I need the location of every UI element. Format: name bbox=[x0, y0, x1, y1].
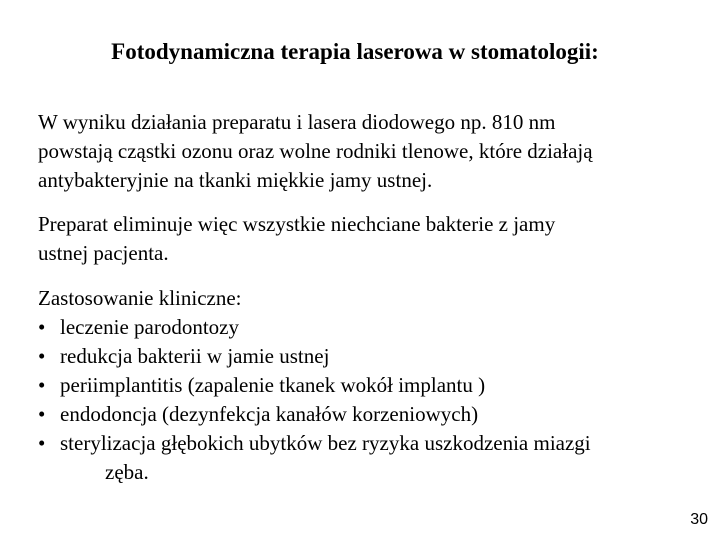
paragraph-line: ustnej pacjenta. bbox=[38, 241, 169, 265]
bullet-icon: • bbox=[38, 315, 46, 339]
clinical-applications bbox=[38, 284, 698, 487]
applications-heading: Zastosowanie kliniczne: bbox=[38, 286, 242, 310]
list-item bbox=[38, 429, 698, 487]
paragraph-line: Preparat eliminuje więc wszystkie niechciane bakterie z jamy bbox=[38, 212, 556, 236]
list-item bbox=[38, 371, 698, 400]
bullet-icon: • bbox=[38, 344, 46, 368]
list-item-text: sterylizacja głębokich ubytków bez ryzyka uszkodzenia miazgi bbox=[60, 431, 591, 455]
list-item bbox=[38, 400, 698, 429]
list-item-text: leczenie parodontozy bbox=[60, 315, 239, 339]
bullet-icon: • bbox=[38, 431, 46, 455]
paragraph-laser-effect bbox=[38, 108, 698, 195]
bullet-icon: • bbox=[38, 373, 46, 397]
paragraph-line: antybakteryjnie na tkanki miękkie jamy ustnej. bbox=[38, 168, 433, 192]
bullet-icon: • bbox=[38, 402, 46, 426]
page-number: 30 bbox=[690, 511, 708, 528]
list-item bbox=[38, 342, 698, 371]
paragraph-line: powstają cząstki ozonu oraz wolne rodniki tlenowe, które działają bbox=[38, 139, 593, 163]
list-item-text: periimplantitis (zapalenie tkanek wokół implantu ) bbox=[60, 373, 486, 397]
list-item-text: redukcja bakterii w jamie ustnej bbox=[60, 344, 330, 368]
list-item bbox=[38, 313, 698, 342]
paragraph-bacteria bbox=[38, 210, 698, 268]
paragraph-line: W wyniku działania preparatu i lasera diodowego np. 810 nm bbox=[38, 110, 556, 134]
applications-list bbox=[38, 313, 698, 487]
list-item-continuation: zęba. bbox=[105, 460, 149, 484]
slide-title: Fotodynamiczna terapia laserowa w stomatologii: bbox=[111, 39, 599, 64]
list-item-text: endodoncja (dezynfekcja kanałów korzeniowych) bbox=[60, 402, 479, 426]
